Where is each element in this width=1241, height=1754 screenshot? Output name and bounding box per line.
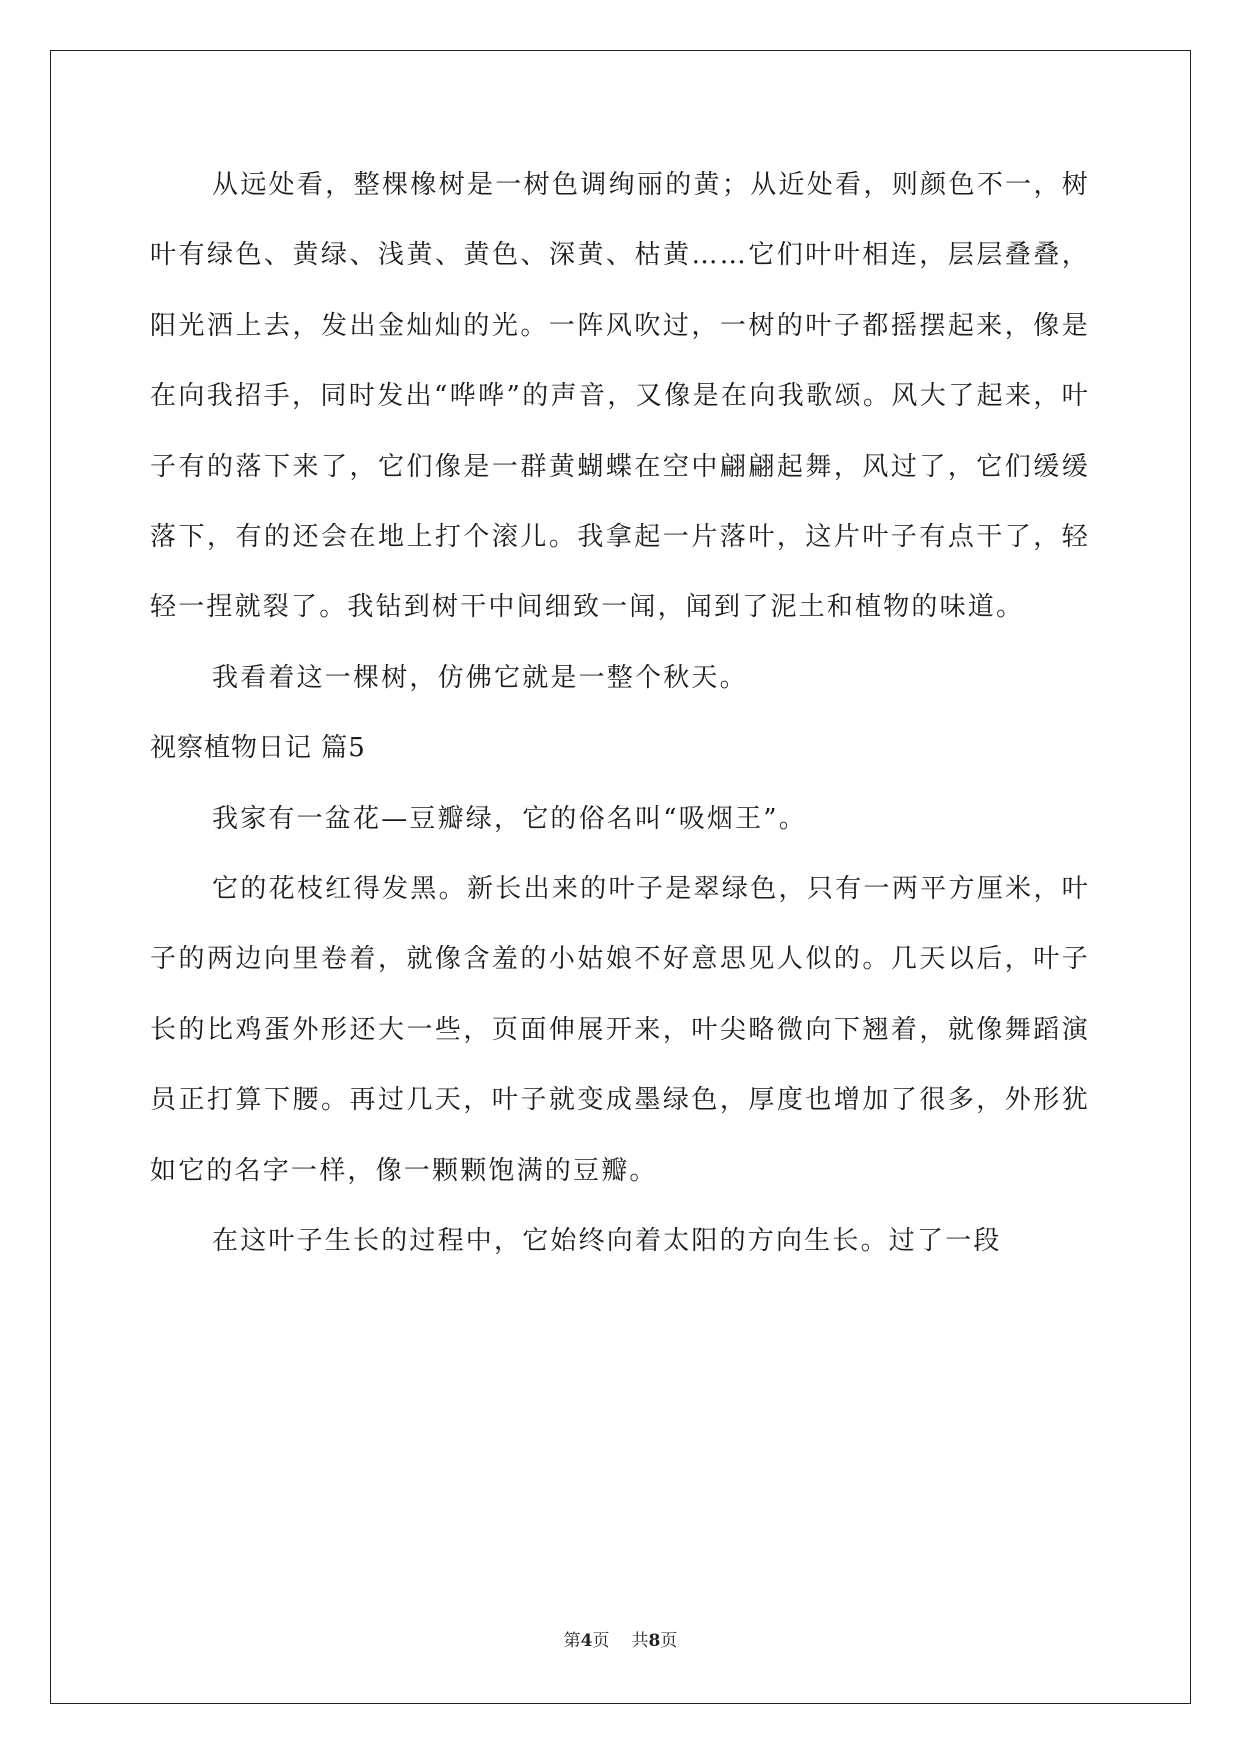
section-heading: 视察植物日记 篇5: [150, 733, 366, 764]
current-page-number: 4: [580, 1631, 593, 1651]
page-prefix: 第: [563, 1631, 581, 1651]
total-prefix: 共: [631, 1631, 649, 1651]
total-page-number: 8: [648, 1631, 661, 1651]
paragraph-plant-intro: 我家有一盆花—豆瓣绿，它的俗名叫“吸烟王”。: [212, 803, 807, 834]
total-unit: 页: [660, 1631, 678, 1651]
paragraph-sun-direction: 在这叶子生长的过程中，它始终向着太阳的方向生长。过了一段: [212, 1226, 1002, 1257]
page-unit: 页: [592, 1631, 610, 1651]
paragraph-oak-description: 从远处看，整棵橡树是一树色调绚丽的黄；从近处看，则颜色不一，树叶有绿色、黄绿、浅黄、黄色、深黄、枯黄……它们叶叶相连，层层叠叠，阳光洒上去，发出金灿灿的光。一阵风吹过，一树的叶子都摇摆起来，像是在向我招手，同时发出“哗哗”的声音，又像是在向我歌颂。风大了起来，叶子有的落下来了，它们像是一群黄蝴蝶在空中翩翩起舞，风过了，它们缓缓落下，有的还会在地上打个滚儿。我拿起一片落叶，这片叶子有点干了，轻轻一捏就裂了。我钻到树干中间细致一闻，闻到了泥土和植物的味道。: [150, 170, 1090, 623]
paragraph-leaf-growth: 它的花枝红得发黑。新长出来的叶子是翠绿色，只有一两平方厘米，叶子的两边向里卷着，就像含羞的小姑娘不好意思见人似的。几天以后，叶子长的比鸡蛋外形还大一些，页面伸展开来，叶尖略微向下翘着，就像舞蹈演员正打算下腰。再过几天，叶子就变成墨绿色，厚度也增加了很多，外形犹如它的名字一样，像一颗颗饱满的豆瓣。: [150, 874, 1090, 1186]
document-body: [150, 150, 1090, 1277]
page-footer: [0, 1626, 1241, 1651]
paragraph-autumn-conclusion: 我看着这一棵树，仿佛它就是一整个秋天。: [212, 662, 748, 693]
